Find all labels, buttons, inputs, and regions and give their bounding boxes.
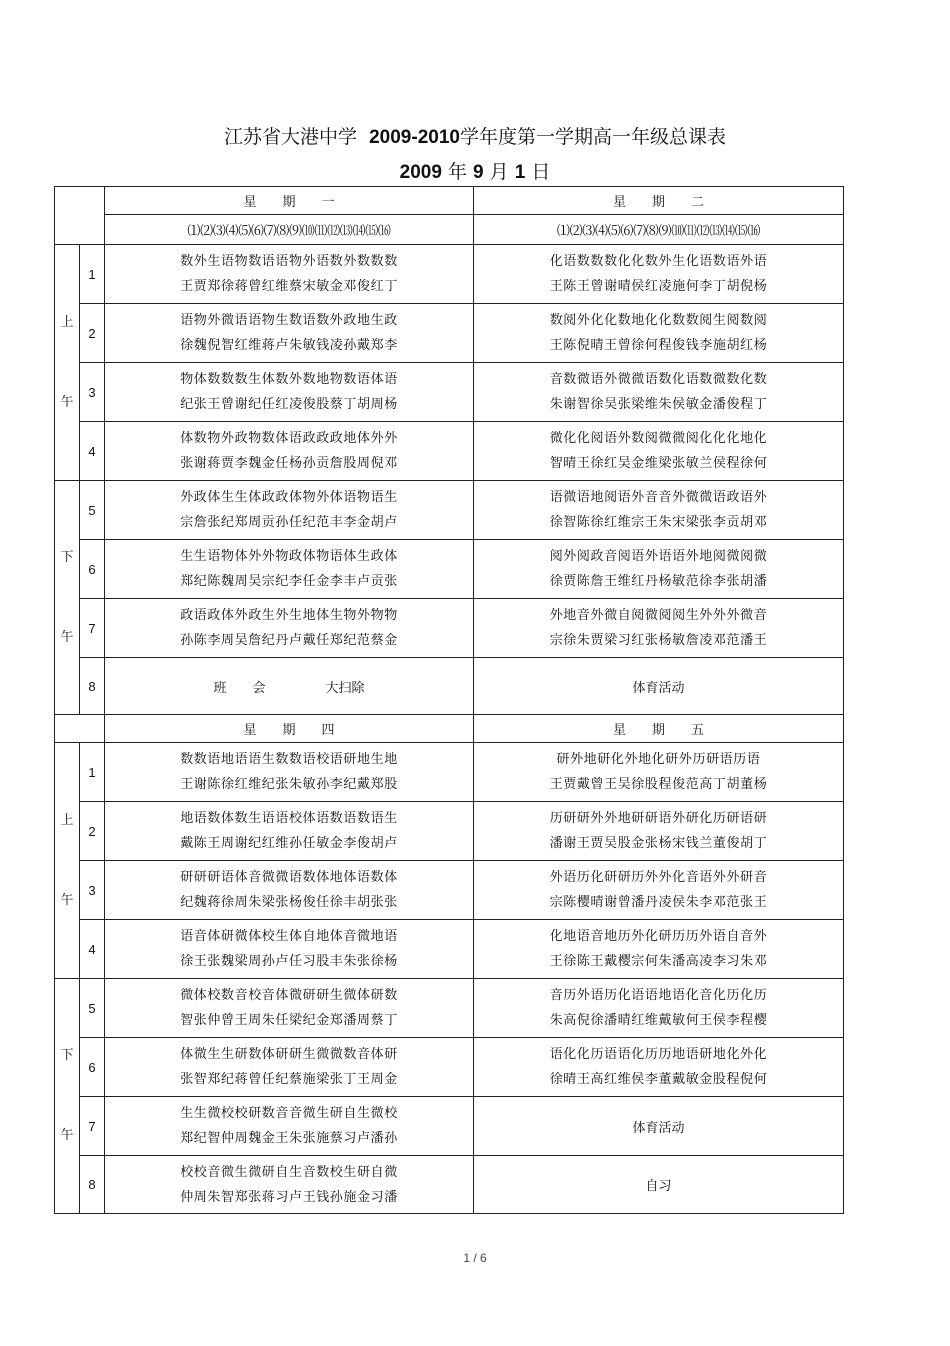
subjects-right — [474, 983, 843, 1033]
schedule-cell-right — [474, 861, 844, 920]
subjects-right-line2: 王陈倪晴王曾徐何程俊钱李施胡红杨 — [549, 338, 768, 353]
subjects-left-line1: 体微生生研数体研研生微微数音体研 — [180, 1047, 398, 1062]
period-row — [55, 1097, 844, 1156]
date-month-label: 月 — [489, 161, 509, 183]
schedule-cell-right — [474, 481, 844, 540]
subjects-right-line1: 外地音外微自阅微阅阅生外外外微音 — [549, 608, 768, 623]
period-row — [55, 304, 844, 363]
period-num: 4 — [88, 443, 96, 459]
subjects-right-line1: 音历外语历化语语地语化音化历化历 — [549, 988, 768, 1003]
subjects-left-line1: 数外生语物数语语物外语数外数数数 — [180, 254, 398, 269]
subjects-right-line2: 朱谢智徐吴张梁维朱侯敏金潘俊程丁 — [549, 397, 768, 412]
schedule-cell-right-merged — [474, 1097, 844, 1156]
subjects-right-line1: 数阅外化化数地化化数数阅生阅数阅 — [549, 313, 768, 328]
subjects-right-line2: 徐贾陈詹王维红丹杨敏范徐李张胡潘 — [549, 574, 768, 589]
period-num: 2 — [88, 823, 96, 839]
schedule-cell-left — [105, 802, 474, 861]
schedule-cell-right — [474, 245, 844, 304]
period-row — [55, 363, 844, 422]
subjects-right-line1: 化地语音地历外化研历历外语自音外 — [549, 929, 768, 944]
subjects-right-line1: 外语历化研研历外外化音语外外研音 — [549, 870, 768, 885]
schedule-cell-left — [105, 540, 474, 599]
subjects-right — [474, 1042, 843, 1092]
schedule-cell-left — [105, 245, 474, 304]
subjects-right — [474, 924, 843, 974]
am-char-1: 上 — [60, 812, 74, 828]
title-suffix: 学年度第一学期高一年级总课表 — [459, 126, 726, 148]
subjects-right — [474, 249, 843, 299]
subjects-left — [105, 544, 473, 594]
class-number-row — [55, 215, 844, 245]
subjects-left — [105, 367, 473, 417]
afternoon-label — [55, 481, 80, 715]
schedule-cell-left — [105, 1097, 474, 1156]
period-num: 2 — [88, 325, 96, 341]
morning-label — [55, 245, 80, 481]
period-number — [80, 1156, 105, 1214]
title-line-1 — [0, 125, 950, 150]
period-num: 6 — [88, 1059, 96, 1075]
subjects-right-line2: 宗陈樱晴谢曾潘丹凌侯朱李邓范张王 — [549, 895, 768, 910]
corner-cell — [55, 187, 105, 245]
period-row — [55, 245, 844, 304]
period-number — [80, 743, 105, 802]
page-footer: 1 / 6 — [463, 1251, 487, 1265]
subjects-left — [105, 806, 473, 856]
period-row — [55, 861, 844, 920]
period-row — [55, 481, 844, 540]
class-numbers: ⑴⑵⑶⑷⑸⑹⑺⑻⑼⑽⑾⑿⒀⒁⒂⒃ — [187, 224, 391, 239]
schedule-cell-left — [105, 861, 474, 920]
schedule-cell-right — [474, 979, 844, 1038]
subjects-right-line1: 语微语地阅语外音音外微微语政语外 — [549, 490, 768, 505]
subjects-left-line2: 孙陈李周吴詹纪丹卢戴任郑纪范蔡金 — [180, 633, 398, 648]
period-row-8 — [55, 658, 844, 715]
day-header-row — [55, 187, 844, 215]
subjects-right — [474, 603, 843, 653]
title-date — [0, 160, 950, 185]
pm-char-2: 午 — [60, 629, 74, 645]
day-header-row — [55, 715, 844, 743]
timetable — [54, 186, 844, 1214]
period-row — [55, 743, 844, 802]
period-num: 5 — [88, 502, 96, 518]
period-row — [55, 1038, 844, 1097]
period-number — [80, 802, 105, 861]
subjects-right-line1: 微化化阅语外数阅微微阅化化化地化 — [549, 431, 768, 446]
date-year-label: 年 — [447, 161, 467, 183]
subjects-left-line2: 徐魏倪智红维蒋卢朱敏钱凌孙戴郑李 — [180, 338, 398, 353]
subjects-left-line2: 王贾郑徐蒋曾红维蔡宋敏金邓俊红丁 — [180, 279, 398, 294]
schedule-cell-right — [474, 422, 844, 481]
subjects-left-line2: 仲周朱智郑张蒋习卢王钱孙施金习潘 — [180, 1189, 398, 1205]
subjects-left-line2: 宗詹张纪郑周贡孙任纪范丰李金胡卢 — [180, 515, 398, 530]
subjects-left-line2: 张谢蒋贾李魏金任杨孙贡詹股周倪邓 — [180, 456, 398, 471]
subjects-right-line1: 阅外阅政音阅语外语语外地阅微阅微 — [549, 549, 768, 564]
date-month: 9 — [473, 162, 484, 183]
day-label-left: 星 期 一 — [243, 195, 335, 210]
period-row — [55, 422, 844, 481]
subjects-left-line1: 语音体研微体校生体自地体音微地语 — [180, 929, 398, 944]
subjects-right-line2: 王贾戴曾王吴徐股程俊范高丁胡董杨 — [549, 777, 768, 792]
period-num: 6 — [88, 561, 96, 577]
schedule-cell-right — [474, 920, 844, 979]
period-row — [55, 599, 844, 658]
subjects-right-line1: 化语数数数化化数外生化语数语外语 — [549, 254, 768, 269]
schedule-cell-left — [105, 743, 474, 802]
subjects-left — [105, 983, 473, 1033]
period-num: 7 — [88, 620, 96, 636]
pm-char-2: 午 — [60, 1128, 74, 1143]
subjects-left — [105, 865, 473, 915]
subjects-left-line2: 张智郑纪蒋曾任纪蔡施梁张丁王周金 — [180, 1072, 398, 1087]
class-numbers-left — [105, 215, 474, 245]
am-char-1: 上 — [60, 314, 74, 330]
sports-activity: 体育活动 — [632, 680, 685, 696]
day-label-right: 星 期 五 — [612, 723, 704, 738]
subjects-left — [105, 308, 473, 358]
period-num: 8 — [88, 1177, 96, 1192]
subjects-left-line1: 体数物外政物数体语政政政地体外外 — [180, 431, 398, 446]
subjects-right — [474, 485, 843, 535]
period-row — [55, 920, 844, 979]
day-header-right — [474, 715, 844, 743]
day-label-left: 星 期 四 — [243, 723, 335, 738]
period-num: 8 — [88, 678, 96, 694]
pm-char-1: 下 — [60, 549, 74, 565]
period-num: 1 — [88, 266, 96, 282]
sports-activity-cell — [474, 658, 844, 715]
schedule-cell-right — [474, 540, 844, 599]
corner-cell — [55, 715, 105, 743]
subjects-left-line2: 徐王张魏梁周孙卢任习股丰朱张徐杨 — [180, 954, 398, 969]
subjects-right-line1: 历研研外外地研研语外研化历研语研 — [549, 811, 768, 826]
cleaning: 大扫除 — [325, 680, 365, 696]
period-number — [80, 245, 105, 304]
schedule-cell-right — [474, 599, 844, 658]
period-row — [55, 979, 844, 1038]
subjects-left-line1: 政语政体外政生外生地体生物外物物 — [180, 608, 398, 623]
period-number — [80, 658, 105, 715]
subjects-right-line2: 徐晴王高红维侯李董戴敏金股程倪何 — [549, 1072, 768, 1087]
date-year: 2009 — [399, 162, 442, 183]
schedule-cell-left — [105, 979, 474, 1038]
subjects-left-line2: 郑纪陈魏周吴宗纪李任金李丰卢贡张 — [180, 574, 398, 589]
pm-char-1: 下 — [60, 1048, 74, 1063]
class-numbers: ⑴⑵⑶⑷⑸⑹⑺⑻⑼⑽⑾⑿⒀⒁⒂⒃ — [556, 224, 761, 239]
class-meeting: 班 会 — [213, 680, 266, 696]
subjects-left — [105, 1101, 473, 1151]
subjects-right-line2: 王徐陈王戴樱宗何朱潘高凌李习朱邓 — [549, 954, 768, 969]
subjects-right-line1: 音数微语外微微语数化语数微数化数 — [549, 372, 768, 387]
subjects-right — [474, 308, 843, 358]
period-number — [80, 920, 105, 979]
day-header-left — [105, 187, 474, 215]
period-num: 3 — [88, 384, 96, 400]
period-number — [80, 861, 105, 920]
school-years: 2009-2010 — [369, 127, 460, 148]
subjects-left-line1: 研研研语体音微微语数体地体语数体 — [180, 870, 398, 885]
period-num: 1 — [88, 764, 96, 780]
period-num: 4 — [88, 941, 96, 957]
period-number — [80, 540, 105, 599]
afternoon-label — [55, 979, 80, 1214]
subjects-left-line1: 地语数体数生语语校体语数语数语生 — [180, 811, 398, 826]
schedule-cell-left — [105, 1156, 474, 1214]
schedule-cell-left — [105, 422, 474, 481]
subjects-left-line2: 纪张王曾谢纪任红凌俊股蔡丁胡周杨 — [180, 397, 398, 412]
morning-label — [55, 743, 80, 979]
day-header-left — [105, 715, 474, 743]
subjects-left-line1: 外政体生生体政政体物外体语物语生 — [180, 490, 398, 505]
subjects-left — [105, 603, 473, 653]
period-row — [55, 802, 844, 861]
am-char-2: 午 — [60, 892, 74, 908]
schedule-cell-left — [105, 304, 474, 363]
subjects-right-line1: 语化化历语语化历历地语研地化外化 — [549, 1047, 768, 1062]
subjects-left-line2: 纪魏蒋徐周朱梁张杨俊任徐丰胡张张 — [180, 895, 398, 910]
subjects-left — [105, 1160, 473, 1210]
period-num: 7 — [88, 1118, 96, 1134]
class-numbers-right — [474, 215, 844, 245]
subjects-left-line1: 语物外微语语物生数语数外政地生政 — [180, 313, 398, 328]
subjects-left — [105, 747, 473, 797]
merged-activity: 自习 — [645, 1179, 672, 1194]
class-meeting-cell — [105, 658, 474, 715]
date-day: 1 — [514, 162, 526, 183]
subjects-right-line2: 智晴王徐红吴金维梁张敏兰侯程徐何 — [549, 456, 768, 471]
subjects-right-line1: 研外地研化外地化研外历研语历语 — [556, 752, 761, 767]
subjects-right-line2: 宗徐朱贾梁习红张杨敏詹凌邓范潘王 — [549, 633, 768, 648]
subjects-left — [105, 426, 473, 476]
period-num: 3 — [88, 882, 96, 898]
period-number — [80, 481, 105, 540]
day-label-right: 星 期 二 — [612, 195, 704, 210]
subjects-left-line1: 物体数数数生体数外数地物数语体语 — [180, 372, 398, 387]
merged-activity: 体育活动 — [632, 1120, 685, 1136]
schedule-cell-right-merged — [474, 1156, 844, 1214]
subjects-right — [474, 426, 843, 476]
period-row — [55, 540, 844, 599]
subjects-left-line1: 生生语物体外外物政体物语体生政体 — [180, 549, 398, 564]
subjects-right — [474, 747, 843, 797]
subjects-right-line2: 潘谢王贾吴股金张杨宋钱兰董俊胡丁 — [549, 836, 768, 851]
period-number — [80, 304, 105, 363]
schedule-cell-left — [105, 1038, 474, 1097]
subjects-left-line1: 数数语地语语生数数语校语研地生地 — [180, 752, 398, 767]
schedule-cell-left — [105, 599, 474, 658]
subjects-left-line2: 戴陈王周谢纪红维孙任敏金李俊胡卢 — [180, 836, 398, 851]
schedule-cell-left — [105, 920, 474, 979]
schedule-cell-right — [474, 1038, 844, 1097]
subjects-right-line2: 朱高倪徐潘晴红维戴敏何王侯李程樱 — [549, 1013, 768, 1028]
subjects-left — [105, 249, 473, 299]
schedule-cell-left — [105, 363, 474, 422]
subjects-right — [474, 865, 843, 915]
subjects-left-line2: 郑纪智仲周魏金王朱张施蔡习卢潘孙 — [180, 1131, 398, 1146]
period-number — [80, 1097, 105, 1156]
period-row — [55, 1156, 844, 1214]
subjects-left-line1: 微体校数音校音体微研研生微体研数 — [180, 988, 398, 1003]
period-number — [80, 1038, 105, 1097]
period-number — [80, 422, 105, 481]
school-name: 江苏省大港中学 — [224, 126, 358, 148]
schedule-cell-left — [105, 481, 474, 540]
subjects-right-line2: 王陈王曾谢晴侯红凌施何李丁胡倪杨 — [549, 279, 768, 294]
date-day-label: 日 — [531, 161, 551, 183]
subjects-right-line2: 徐智陈徐红维宗王朱宋梁张李贡胡邓 — [549, 515, 768, 530]
subjects-right — [474, 544, 843, 594]
schedule-cell-right — [474, 304, 844, 363]
subjects-left — [105, 924, 473, 974]
subjects-right — [474, 367, 843, 417]
subjects-left-line1: 生生微校校研数音音微生研自生微校 — [180, 1106, 398, 1121]
schedule-cell-right — [474, 363, 844, 422]
day-header-right — [474, 187, 844, 215]
period-number — [80, 979, 105, 1038]
subjects-right — [474, 806, 843, 856]
subjects-left — [105, 485, 473, 535]
subjects-left-line2: 智张仲曾王周朱任梁纪金郑潘周蔡丁 — [180, 1013, 398, 1028]
period-num: 5 — [88, 1000, 96, 1016]
am-char-2: 午 — [60, 394, 74, 410]
schedule-cell-right — [474, 802, 844, 861]
schedule-cell-right — [474, 743, 844, 802]
subjects-left-line2: 王谢陈徐红维纪张朱敏孙李纪戴郑股 — [180, 777, 398, 792]
subjects-left — [105, 1042, 473, 1092]
subjects-left-line1: 校校音微生微研自生音数校生研自微 — [180, 1164, 398, 1180]
period-number — [80, 599, 105, 658]
period-number — [80, 363, 105, 422]
